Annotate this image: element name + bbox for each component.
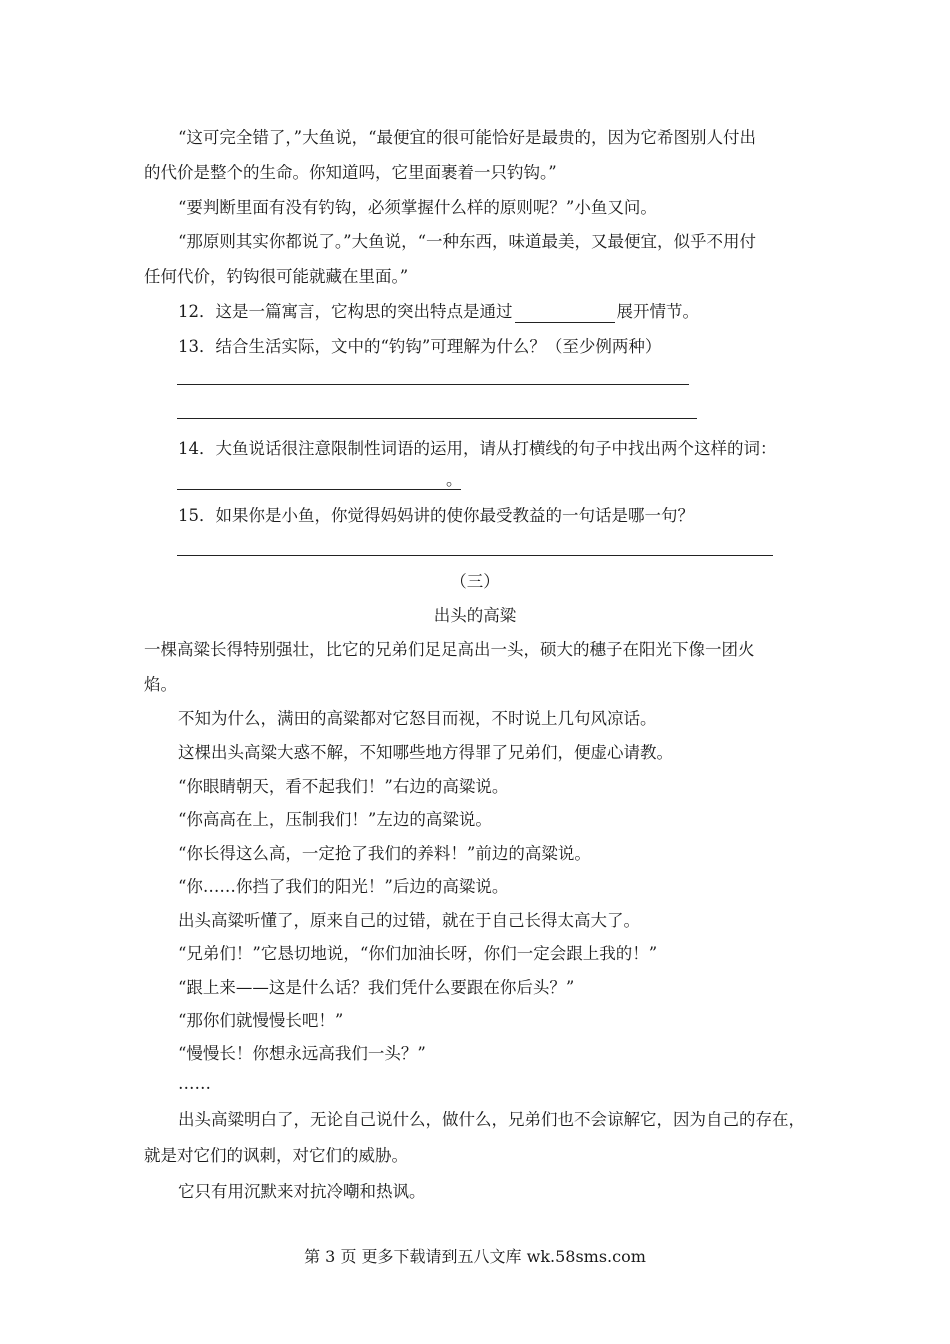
page-footer: 第 3 页 更多下载请到五八文库 wk.58sms.com [304,1247,646,1266]
question-15: 15．如果你是小鱼，你觉得妈妈讲的使你最受教益的一句话是哪一句？ [178,506,694,525]
paragraph: 一棵高粱长得特别强壮，比它的兄弟们足足高出一头，硕大的穗子在阳光下像一团火 [144,640,755,659]
question-text: 展开情节。 [616,302,699,321]
question-text: 12．这是一篇寓言，它构思的突出特点是通过 [178,302,513,321]
section-number: （三） [450,572,500,591]
paragraph: 焰。 [144,675,177,694]
paragraph: “你长得这么高，一定抢了我们的养料！”前边的高粱说。 [178,844,591,863]
paragraph: 这棵出头高粱大惑不解，不知哪些地方得罪了兄弟们，便虚心请教。 [178,743,673,762]
paragraph: 的代价是整个的生命。你知道吗，它里面裹着一只钓钩。” [144,163,557,182]
answer-line[interactable] [177,555,773,556]
paragraph: “跟上来——这是什么话？我们凭什么要跟在你后头？” [178,978,575,997]
question-13: 13．结合生活实际，文中的“钓钩”可理解为什么？（至少例两种） [178,337,662,356]
paragraph: “你眼睛朝天，看不起我们！”右边的高粱说。 [178,777,509,796]
paragraph: “你高高在上，压制我们！”左边的高粱说。 [178,810,492,829]
paragraph: “你……你挡了我们的阳光！”后边的高粱说。 [178,877,509,896]
passage-title: 出头的高粱 [433,606,517,625]
answer-blank[interactable] [515,305,615,323]
paragraph: 任何代价，钓钩很可能就藏在里面。” [144,267,409,286]
answer-line[interactable] [177,489,461,490]
paragraph: “那原则其实你都说了。”大鱼说，“一种东西，味道最美，又最便宜，似乎不用付 [178,232,757,251]
paragraph: 就是对它们的讽刺，对它们的威胁。 [144,1146,408,1165]
question-14: 14．大鱼说话很注意限制性词语的运用，请从打横线的句子中找出两个这样的词： [178,439,777,458]
paragraph: 不知为什么，满田的高粱都对它怒目而视，不时说上几句风凉话。 [178,709,657,728]
paragraph: “那你们就慢慢长吧！” [178,1011,344,1030]
punctuation: 。 [446,470,463,489]
paragraph: 出头高粱明白了，无论自己说什么，做什么，兄弟们也不会谅解它，因为自己的存在， [178,1110,805,1129]
answer-line[interactable] [177,384,689,385]
paragraph: …… [178,1074,211,1093]
question-12 [178,301,699,323]
paragraph: “这可完全错了，”大鱼说，“最便宜的很可能恰好是最贵的，因为它希图别人付出 [178,128,757,147]
paragraph: “兄弟们！”它恳切地说，“你们加油长呀，你们一定会跟上我的！” [178,944,658,963]
paragraph: 出头高粱听懂了，原来自己的过错，就在于自己长得太高大了。 [178,911,640,930]
paragraph: 它只有用沉默来对抗冷嘲和热讽。 [178,1182,426,1201]
answer-line[interactable] [177,418,697,419]
paragraph: “要判断里面有没有钓钩，必须掌握什么样的原则呢？”小鱼又问。 [178,198,657,217]
paragraph: “慢慢长！你想永远高我们一头？” [178,1044,426,1063]
